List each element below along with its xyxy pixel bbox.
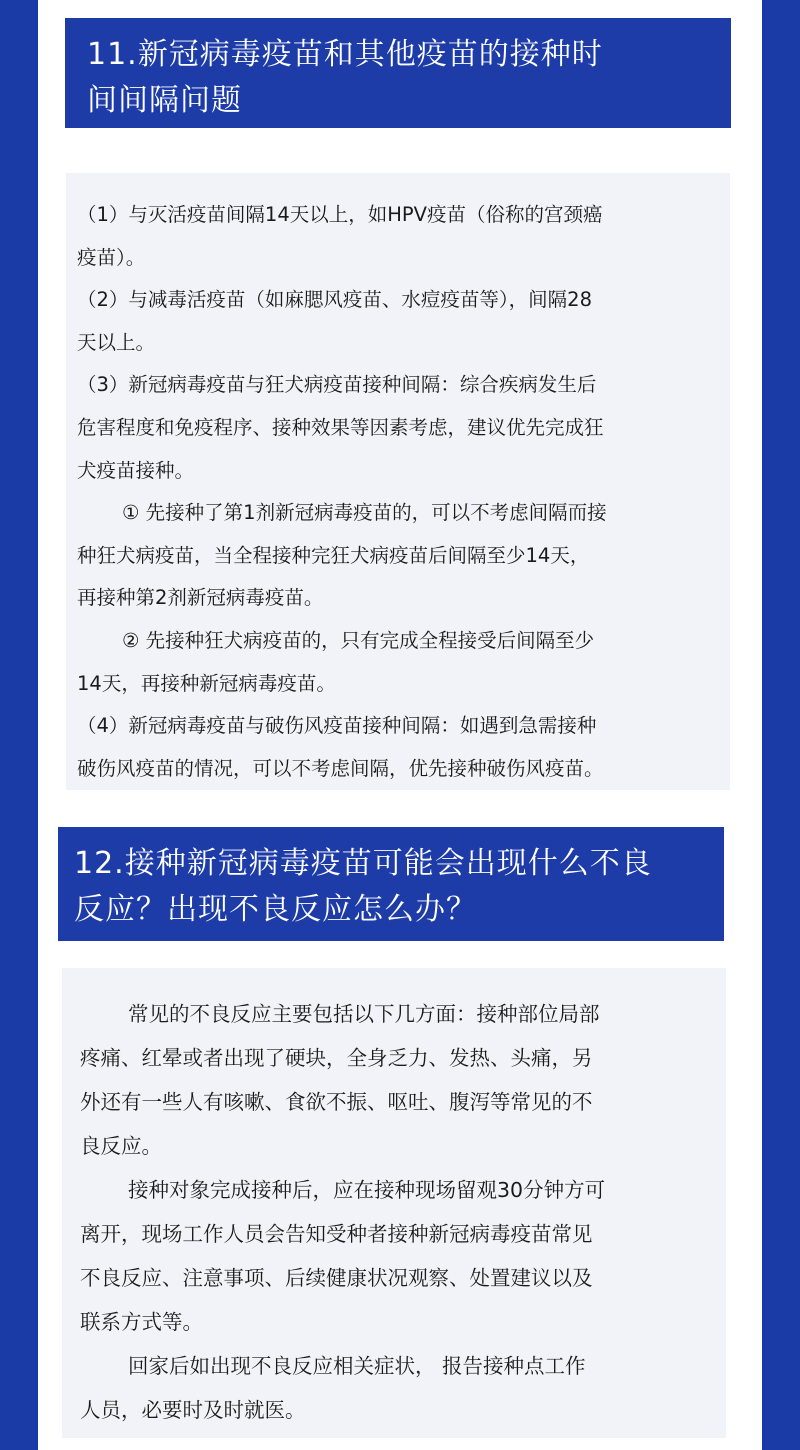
paragraph-line: 良反应。 xyxy=(80,1134,162,1158)
section-12-heading xyxy=(58,827,724,941)
section-11-heading xyxy=(65,18,731,128)
paragraph-line: 常见的不良反应主要包括以下几方面：接种部位局部 xyxy=(128,1002,600,1026)
paragraph-line: 人员，必要时及时就医。 xyxy=(80,1398,306,1422)
heading-line: 间间隔问题 xyxy=(87,83,242,118)
paragraph-line: 不良反应、注意事项、后续健康状况观察、处置建议以及 xyxy=(80,1266,593,1290)
paragraph-line: （2）与减毒活疫苗（如麻腮风疫苗、水痘疫苗等），间隔28 xyxy=(77,288,592,312)
paragraph-line: 接种对象完成接种后，应在接种现场留观30分钟方可 xyxy=(128,1178,606,1202)
paragraph-line: 犬疫苗接种。 xyxy=(77,458,195,482)
paragraph-line: 种狂犬病疫苗，当全程接种完狂犬病疫苗后间隔至少14天， xyxy=(77,543,590,567)
paragraph-line: （4）新冠病毒疫苗与破伤风疫苗接种间隔：如遇到急需接种 xyxy=(77,714,597,738)
section-12-content xyxy=(62,968,726,1438)
paragraph-line: （1）与灭活疫苗间隔14天以上，如HPV疫苗（俗称的宫颈癌 xyxy=(77,203,603,226)
article-page xyxy=(38,0,762,1450)
paragraph-line: 危害程度和免疫程序、接种效果等因素考虑，建议优先完成狂 xyxy=(77,415,604,439)
paragraph-line: 破伤风疫苗的情况，可以不考虑间隔，优先接种破伤风疫苗。 xyxy=(77,756,604,780)
paragraph-line: ② 先接种狂犬病疫苗的，只有完成全程接受后间隔至少 xyxy=(122,628,595,652)
paragraph-line: 14天，再接种新冠病毒疫苗。 xyxy=(77,671,336,695)
paragraph-line: 离开，现场工作人员会告知受种者接种新冠病毒疫苗常见 xyxy=(80,1222,593,1246)
heading-line: 12.接种新冠病毒疫苗可能会出现什么不良 xyxy=(74,846,652,881)
paragraph-line: ① 先接种了第1剂新冠病毒疫苗的，可以不考虑间隔而接 xyxy=(122,501,607,525)
section-11-content xyxy=(66,173,730,790)
paragraph-line: 疫苗）。 xyxy=(77,245,146,269)
paragraph-line: 疼痛、红晕或者出现了硬块，全身乏力、发热、头痛，另 xyxy=(80,1046,593,1070)
paragraph-line: （3）新冠病毒疫苗与狂犬病疫苗接种间隔：综合疾病发生后 xyxy=(77,373,597,397)
heading-line: 反应？出现不良反应怎么办？ xyxy=(74,892,477,927)
heading-line: 11.新冠病毒疫苗和其他疫苗的接种时 xyxy=(87,37,603,72)
paragraph-line: 外还有一些人有咳嗽、食欲不振、呕吐、腹泻等常见的不 xyxy=(80,1090,593,1114)
paragraph-line: 天以上。 xyxy=(77,330,156,354)
paragraph-line: 联系方式等。 xyxy=(80,1310,203,1334)
paragraph-line: 回家后如出现不良反应相关症状， 报告接种点工作 xyxy=(128,1354,586,1378)
paragraph-line: 再接种第2剂新冠病毒疫苗。 xyxy=(77,586,324,610)
